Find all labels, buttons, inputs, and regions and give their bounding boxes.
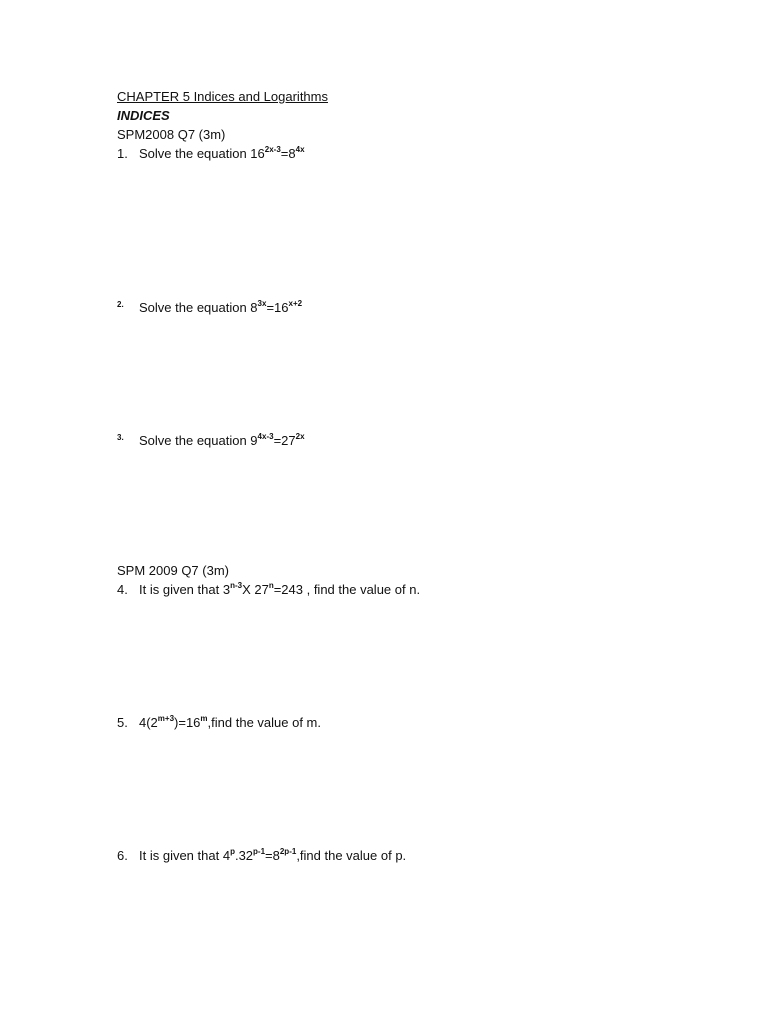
- text-segment: =16: [266, 300, 289, 315]
- exponent: x+2: [288, 299, 303, 308]
- question-3: [117, 430, 305, 449]
- exponent: 2x-3: [264, 145, 281, 154]
- text-segment: =243 , find the value of n.: [273, 582, 421, 597]
- text-segment: Solve the equation 16: [139, 146, 265, 161]
- question-number: 4.: [117, 582, 128, 597]
- exponent: 4x-3: [257, 432, 274, 441]
- text-segment: =8: [265, 848, 280, 863]
- question-text: [139, 433, 305, 448]
- question-number: 3.: [117, 433, 124, 442]
- exponent: p-1: [253, 847, 266, 856]
- exponent: p: [230, 847, 235, 856]
- question-1: [117, 146, 305, 162]
- question-number: 5.: [117, 715, 128, 730]
- text-segment: ,find the value of p.: [296, 848, 407, 863]
- exponent: 2p-1: [279, 847, 297, 856]
- exponent: n-3: [230, 581, 243, 590]
- group-label-spm2009: SPM 2009 Q7 (3m): [117, 563, 229, 578]
- question-text: [139, 582, 420, 597]
- question-text: [139, 146, 305, 161]
- question-2: [117, 297, 302, 316]
- text-segment: It is given that 4: [139, 848, 231, 863]
- exponent: 3x: [257, 299, 267, 308]
- text-segment: =8: [280, 146, 296, 161]
- question-text: [139, 300, 302, 315]
- exponent: m+3: [157, 714, 175, 723]
- question-6: [117, 848, 406, 864]
- question-number: 6.: [117, 848, 128, 863]
- question-number: 2.: [117, 300, 124, 309]
- text-segment: Solve the equation 8: [139, 300, 258, 315]
- question-5: [117, 715, 321, 731]
- text-segment: =27: [273, 433, 296, 448]
- text-segment: X 27: [242, 582, 269, 597]
- section-heading: INDICES: [117, 108, 170, 123]
- text-segment: ,find the value of m.: [207, 715, 321, 730]
- question-text: [139, 848, 406, 863]
- text-segment: 4(2: [139, 715, 158, 730]
- question-text: [139, 715, 321, 730]
- text-segment: It is given that 3: [139, 582, 231, 597]
- exponent: n: [268, 581, 274, 590]
- chapter-title: CHAPTER 5 Indices and Logarithms: [117, 89, 328, 104]
- exponent: m: [200, 714, 208, 723]
- text-segment: Solve the equation 9: [139, 433, 258, 448]
- question-number: 1.: [117, 146, 128, 161]
- exponent: 2x: [295, 432, 305, 441]
- text-segment: )=16: [174, 715, 201, 730]
- question-4: [117, 582, 420, 598]
- group-label-spm2008: SPM2008 Q7 (3m): [117, 127, 226, 142]
- exponent: 4x: [295, 145, 305, 154]
- text-segment: .32: [234, 848, 254, 863]
